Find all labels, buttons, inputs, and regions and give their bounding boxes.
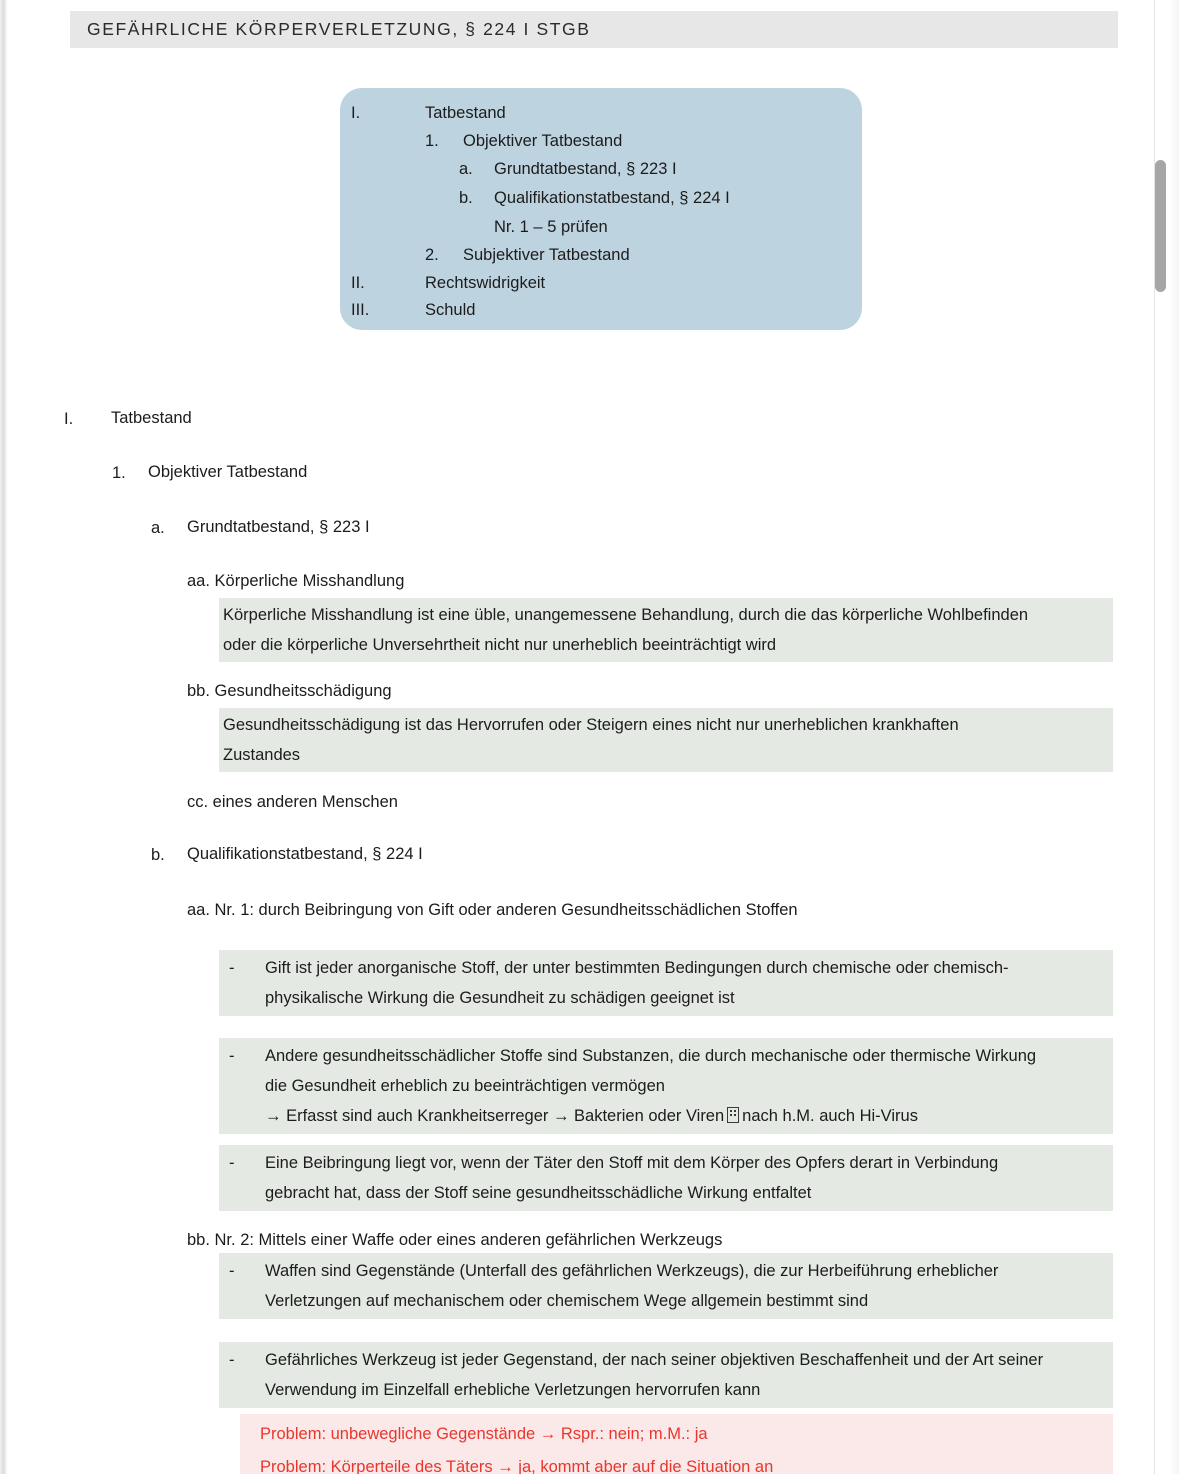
definition-gesundheitsschaedigung xyxy=(219,708,1113,772)
bullet-line: Andere gesundheitsschädlicher Stoffe sind Substanzen, die durch mechanische oder thermische Wirkung xyxy=(265,1047,1037,1065)
subsection-cc-eines-anderen-menschen: cc. eines anderen Menschen xyxy=(187,793,398,811)
bullet-line: Eine Beibringung liegt vor, wenn der Täter den Stoff mit dem Körper des Opfers derart in Verbindung xyxy=(265,1154,999,1172)
subsection-nr1-heading: aa. Nr. 1: durch Beibringung von Gift oder anderen Gesundheitsschädlichen Stoffen xyxy=(187,901,798,919)
bullet-dash: - xyxy=(229,1351,235,1369)
arrow-text-after: nach h.M. auch Hi-Virus xyxy=(742,1107,918,1125)
bullet-gefaehrliches-werkzeug-definition xyxy=(219,1342,1113,1408)
bullet-dash: - xyxy=(229,959,235,977)
outline-label: Rechtswidrigkeit xyxy=(425,274,546,292)
document-header-banner xyxy=(70,11,1118,48)
bullet-line: die Gesundheit erheblich zu beeinträchtigen vermögen xyxy=(265,1077,665,1095)
definition-line: oder die körperliche Unversehrtheit nicht nur unerheblich beeinträchtigt wird xyxy=(223,636,777,654)
bullet-line: gebracht hat, dass der Stoff seine gesundheitsschädliche Wirkung entfaltet xyxy=(265,1184,812,1202)
outline-label: Objektiver Tatbestand xyxy=(463,132,623,150)
outline-label: Grundtatbestand, § 223 I xyxy=(494,160,677,178)
bullet-dash: - xyxy=(229,1154,235,1172)
vertical-scrollbar[interactable] xyxy=(1161,0,1173,1474)
outline-label: Nr. 1 – 5 prüfen xyxy=(494,218,608,236)
outline-label: Subjektiver Tatbestand xyxy=(463,246,630,264)
bullet-beibringung-definition xyxy=(219,1145,1113,1211)
bullet-waffen-definition xyxy=(219,1253,1113,1319)
section-marker-1: 1. xyxy=(112,464,126,482)
bullet-line: Verletzungen auf mechanischem oder chemischem Wege allgemein bestimmt sind xyxy=(265,1292,869,1310)
arrow-text-before: → Erfasst sind auch Krankheitserreger → Bakterien oder Viren xyxy=(265,1107,725,1125)
bullet-dash: - xyxy=(229,1047,235,1065)
bullet-arrow-line xyxy=(265,1101,1113,1131)
scrollbar-thumb[interactable] xyxy=(1155,160,1166,292)
bullet-dash: - xyxy=(229,1262,235,1280)
definition-line: Gesundheitsschädigung ist das Hervorrufen oder Steigern eines nicht nur unerheblichen krankhaften xyxy=(223,716,959,734)
bullet-line: Waffen sind Gegenstände (Unterfall des gefährlichen Werkzeugs), die zur Herbeiführung erheblicher xyxy=(265,1262,999,1280)
section-marker-roman-1: I. xyxy=(64,410,74,428)
subsection-nr2-heading: bb. Nr. 2: Mittels einer Waffe oder eines anderen gefährlichen Werkzeugs xyxy=(187,1231,723,1249)
bullet-line: Gift ist jeder anorganische Stoff, der unter bestimmten Bedingungen durch chemische oder chemisch- xyxy=(265,959,1009,977)
subsection-bb-gesundheitsschaedigung: bb. Gesundheitsschädigung xyxy=(187,682,392,700)
problem-line: Problem: unbewegliche Gegenstände → Rspr.: nein; m.M.: ja xyxy=(260,1425,708,1443)
section-marker-a: a. xyxy=(151,519,165,537)
page-title: GEFÄHRLICHE KÖRPERVERLETZUNG, § 224 I STGB xyxy=(87,19,591,39)
definition-koerperliche-misshandlung xyxy=(219,598,1113,662)
outline-label: Tatbestand xyxy=(425,104,506,122)
exam-scheme-box xyxy=(340,88,862,330)
outline-marker: 2. xyxy=(425,246,439,264)
problem-line: Problem: Körperteile des Täters → ja, kommt aber auf die Situation an xyxy=(260,1458,774,1474)
bullet-gift-definition xyxy=(219,950,1113,1016)
problem-note-block xyxy=(240,1414,1113,1474)
missing-glyph-icon xyxy=(727,1107,739,1123)
outline-marker: III. xyxy=(351,301,370,319)
outline-label: Schuld xyxy=(425,301,476,319)
definition-line: Zustandes xyxy=(223,746,301,764)
bullet-andere-stoffe-definition xyxy=(219,1038,1113,1134)
outline-marker: 1. xyxy=(425,132,439,150)
definition-line: Körperliche Misshandlung ist eine üble, unangemessene Behandlung, durch die das körperliche Wohlbefinden xyxy=(223,606,1029,624)
document-page xyxy=(8,0,1155,1474)
bullet-line: physikalische Wirkung die Gesundheit zu schädigen geeignet ist xyxy=(265,989,735,1007)
outline-marker: I. xyxy=(351,104,361,122)
window-left-edge xyxy=(0,0,8,1474)
section-title-grundtatbestand: Grundtatbestand, § 223 I xyxy=(187,518,370,536)
section-marker-b: b. xyxy=(151,846,165,864)
outline-marker: II. xyxy=(351,274,365,292)
outline-marker: b. xyxy=(459,189,473,207)
outline-label: Qualifikationstatbestand, § 224 I xyxy=(494,189,730,207)
bullet-line: Verwendung im Einzelfall erhebliche Verletzungen hervorrufen kann xyxy=(265,1381,761,1399)
outline-marker: a. xyxy=(459,160,473,178)
section-title-qualifikationstatbestand: Qualifikationstatbestand, § 224 I xyxy=(187,845,423,863)
section-title-objektiver-tatbestand: Objektiver Tatbestand xyxy=(148,463,308,481)
bullet-line: Gefährliches Werkzeug ist jeder Gegenstand, der nach seiner objektiven Beschaffenheit und der Art seiner xyxy=(265,1351,1044,1369)
section-title-tatbestand: Tatbestand xyxy=(111,409,192,427)
subsection-aa-koerperliche-misshandlung: aa. Körperliche Misshandlung xyxy=(187,572,405,590)
